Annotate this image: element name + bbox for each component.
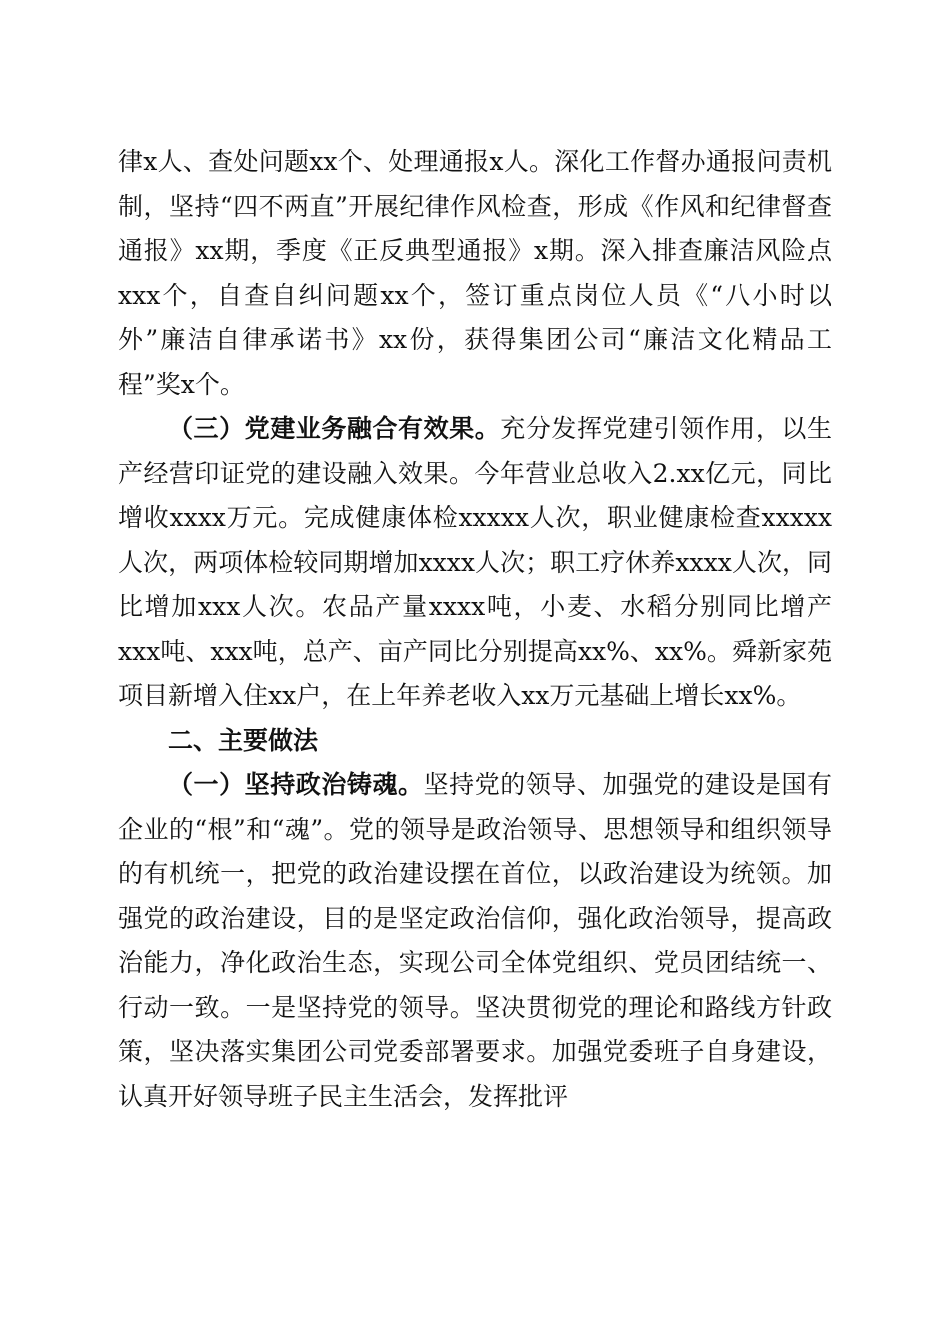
- paragraph-discipline-text: 律x人、查处问题xx个、处理通报x人。深化工作督办通报问责机制，坚持“四不两直”开展纪律作风检查，形成《作风和纪律督查通报》xx期，季度《正反典型通报》x期。深入排查廉洁风险点xxx个，自查自纠问题xx个，签订重点岗位人员《“八小时以外”廉洁自律承诺书》xx份，获得集团公司“廉洁文化精品工程”奖x个。: [118, 147, 832, 399]
- paragraph-integration: [118, 407, 832, 719]
- subsection-one-title: （一）坚持政治铸魂。: [168, 770, 424, 799]
- paragraph-discipline: [118, 140, 832, 407]
- section-three-title: （三）党建业务融合有效果。: [168, 414, 501, 443]
- paragraph-political: [118, 763, 832, 1119]
- paragraph-political-text: 坚持党的领导、加强党的建设是国有企业的“根”和“魂”。党的领导是政治领导、思想领导和组织领导的有机统一，把党的政治建设摆在首位，以政治建设为统领。加强党的政治建设，目的是坚定政治信仰，强化政治领导，提高政治能力，净化政治生态，实现公司全体党组织、党员团结统一、行动一致。一是坚持党的领导。坚决贯彻党的理论和路线方针政策，坚决落实集团公司党委部署要求。加强党委班子自身建设，认真开好领导班子民主生活会，发挥批评: [118, 770, 832, 1111]
- paragraph-integration-text: 充分发挥党建引领作用，以生产经营印证党的建设融入效果。今年营业总收入2.xx亿元，同比增收xxxx万元。完成健康体检xxxxx人次，职业健康检查xxxxx人次，两项体检较同期增加xxxx人次；职工疗休养xxxx人次，同比增加xxx人次。农品产量xxxx吨，小麦、水稻分别同比增产xxx吨、xxx吨，总产、亩产同比分别提高xx%、xx%。舜新家苑项目新增入住xx户，在上年养老收入xx万元基础上增长xx%。: [118, 414, 832, 710]
- document-page: [118, 140, 832, 1119]
- section-heading-main-practices: 二、主要做法: [168, 725, 319, 755]
